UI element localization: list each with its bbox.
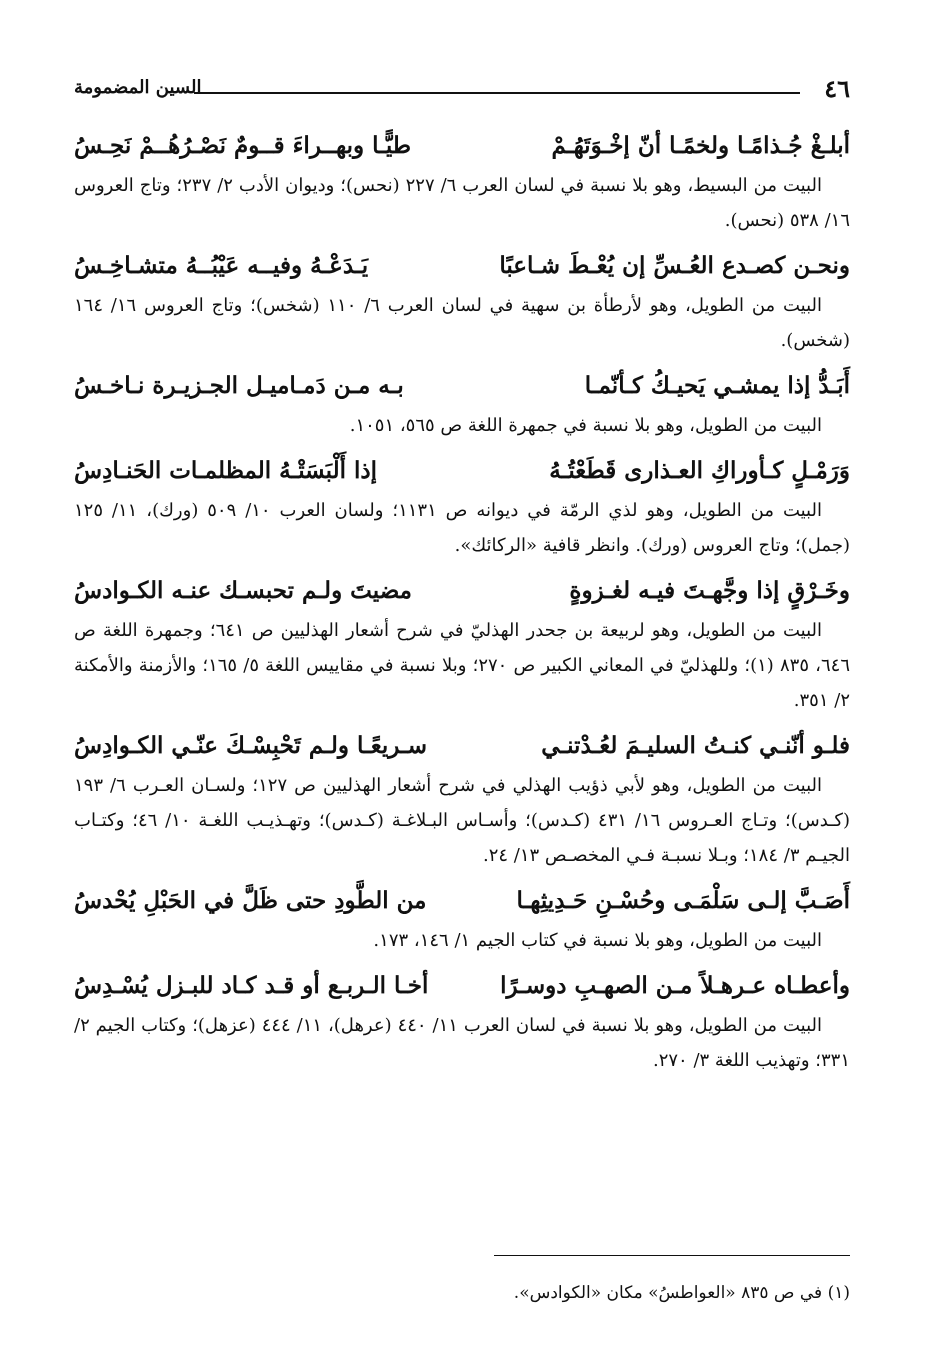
verse-line bbox=[74, 364, 850, 408]
verse-note: البيت من الطويل، وهو بلا نسبة في جمهرة اللغة ص ٥٦٥، ١٠٥١. bbox=[349, 415, 822, 436]
verse-entry bbox=[74, 569, 850, 718]
first-hemistich: ونحـن كصـدع العُـسِّ إن يُعْـطَ شـاعبًا bbox=[499, 252, 850, 279]
verse-entry bbox=[74, 124, 850, 238]
verse-entry bbox=[74, 879, 850, 958]
verse-entry bbox=[74, 724, 850, 873]
verse-entry bbox=[74, 244, 850, 358]
first-hemistich: أَصَـبَّ إلـى سَلْمَـى وحُسْـنِ حَـدِيثِهـا bbox=[516, 887, 850, 914]
verse-entry bbox=[74, 364, 850, 443]
verse-note: البيت من الطويل، وهو لربيعة بن جحدر الهذليّ في شرح أشعار الهذليين ص ٦٤١؛ وجمهرة اللغة ص ٦٤٦، ٨٣٥ (١)؛ وللهذليّ في المعاني الكبير ص ٢٧٠؛ وبلا نسبة في مقاييس اللغة ٥/ ١٦٥؛ والأزمنة والأمكنة ٢/ ٣٥١. bbox=[74, 620, 850, 711]
first-hemistich: أبلـغْ جُـذامًـا ولخمًـا أنّ إخْـوَتَهُـمْ bbox=[551, 132, 850, 159]
first-hemistich: وأعطـاه عـرهـلاً مـن الصهـبِ دوسـرًا bbox=[500, 972, 850, 999]
verse-line bbox=[74, 724, 850, 768]
header-rule bbox=[194, 92, 800, 94]
entries-list bbox=[74, 124, 850, 1084]
first-hemistich: وَرَمْـلٍ كـأوراكِ العـذارى قَطَعْتُـهُ bbox=[549, 457, 850, 484]
verse-line bbox=[74, 244, 850, 288]
running-title: السين المضمومة bbox=[74, 77, 202, 98]
verse-line bbox=[74, 124, 850, 168]
verse-entry bbox=[74, 964, 850, 1078]
book-page bbox=[74, 60, 850, 1330]
first-hemistich: فلـو أنّنـي كنـتُ السليـمَ لعُـدْتنـي bbox=[541, 732, 850, 759]
verse-note: البيت من الطويل، وهو لأبي ذؤيب الهذلي في شرح أشعار الهذليين ص ١٢٧؛ ولسـان العـرب ٦/ ١٩٣ (كـدس)؛ وتـاج العـروس ١٦/ ٤٣١ (كـدس)؛ وأسـاس البـلاغـة (كـدس)؛ وتهـذيـب اللغـة ١٠/ ٤٦؛ وكتـاب الجيـم ٣/ ١٨٤؛ وبـلا نسبـة فـي المخصـص ١٣/ ٢٤. bbox=[74, 775, 851, 866]
first-hemistich: أَبَـدُّ إذا يمشـي يَحيـكُ كـأنّمـا bbox=[584, 372, 850, 399]
verse-line bbox=[74, 964, 850, 1008]
second-hemistich: طيًّـا وبهــراءَ قــومٌ نَصْـرُهُــمْ نَحِـسُ bbox=[74, 132, 412, 159]
second-hemistich: مضيتَ ولـم تحبسـك عنـه الكـوادسُ bbox=[74, 577, 412, 604]
verse-note: البيت من الطويل، وهو بلا نسبة في كتاب الجيم ١/ ١٤٦، ١٧٣. bbox=[373, 930, 822, 951]
second-hemistich: من الطَّودِ حتى ظَلَّ في الحَبْلِ يُحْدسُ bbox=[74, 887, 427, 914]
page-number: ٤٦ bbox=[824, 74, 850, 103]
verse-line bbox=[74, 569, 850, 613]
first-hemistich: وخَـرْقٍ إذا وجَّهـتَ فيـه لغـزوةٍ bbox=[569, 577, 850, 604]
page-header bbox=[74, 74, 850, 104]
verse-note: البيت من الطويل، وهو لذي الرمّة في ديوانه ص ١١٣١؛ ولسان العرب ١٠/ ٥٠٩ (ورك)، ١١/ ١٢٥ (جمل)؛ وتاج العروس (ورك). وانظر قافية «الركائك». bbox=[74, 500, 850, 556]
verse-note: البيت من البسيط، وهو بلا نسبة في لسان العرب ٦/ ٢٢٧ (نحس)؛ وديوان الأدب ٢/ ٢٣٧؛ وتاج العروس ١٦/ ٥٣٨ (نحس). bbox=[74, 175, 850, 231]
second-hemistich: يَـدَعْـهُ وفيــه عَيْبُــهُ متشـاخِـسُ bbox=[74, 252, 369, 279]
second-hemistich: بـه مـن دَمـاميـل الجـزيـرة نـاخـسُ bbox=[74, 372, 404, 399]
verse-note: البيت من الطويل، وهو بلا نسبة في لسان العرب ١١/ ٤٤٠ (عرهل)، ١١/ ٤٤٤ (عزهل)؛ وكتاب الجيم ٢/ ٣٣١؛ وتهذيب اللغة ٣/ ٢٧٠. bbox=[74, 1015, 850, 1071]
footnote-rule bbox=[494, 1255, 850, 1256]
second-hemistich: سـريعًـا ولـم تَحْبِسْـكَ عنّـي الكـوادِسُ bbox=[74, 732, 427, 759]
verse-entry bbox=[74, 449, 850, 563]
verse-line bbox=[74, 449, 850, 493]
verse-note: البيت من الطويل، وهو لأرطأة بن سهية في لسان العرب ٦/ ١١٠ (شخس)؛ وتاج العروس ١٦/ ١٦٤ (شخس). bbox=[74, 295, 850, 351]
second-hemistich: إذا أَلْبَسَتْـهُ المظلمـات الحَنـادِسُ bbox=[74, 457, 378, 484]
second-hemistich: أخـا الـربـع أو قـد كـاد للبـزل يُسْـدِسُ bbox=[74, 972, 429, 999]
verse-line bbox=[74, 879, 850, 923]
footnote: (١) في ص ٨٣٥ «العواطسُ» مكان «الكوادس». bbox=[513, 1283, 850, 1303]
